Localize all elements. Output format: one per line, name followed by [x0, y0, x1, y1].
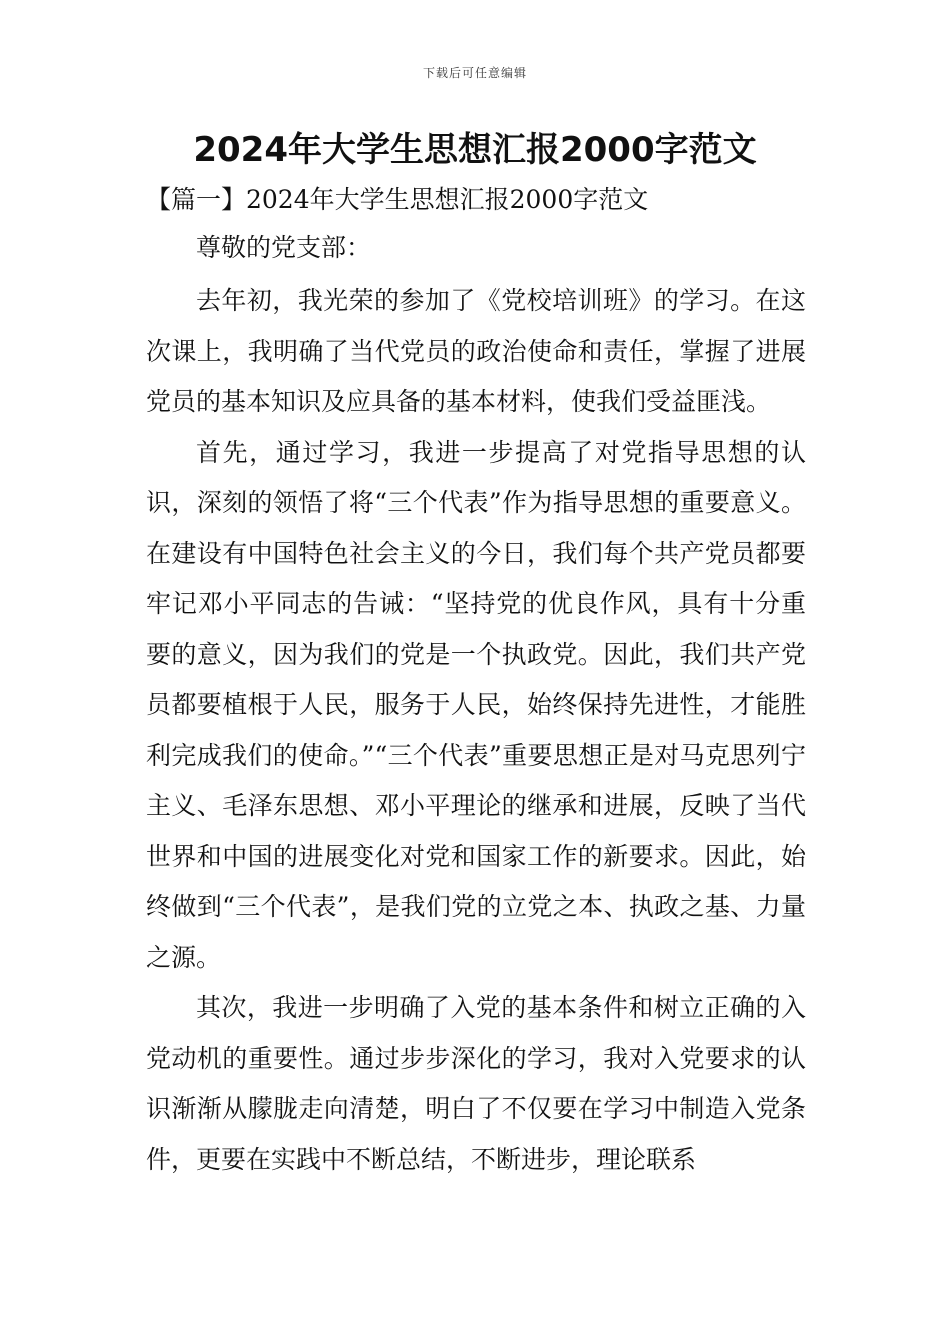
salutation: 尊敬的党支部：	[196, 233, 372, 262]
document-title: 2024年大学生思想汇报2000字范文	[193, 130, 757, 170]
paragraph-2: 首先，通过学习，我进一步提高了对党指导思想的认识，深刻的领悟了将“三个代表”作为指导思想的重要意义。在建设有中国特色社会主义的今日，我们每个共产党员都要牢记邓小平同志的告诫：“坚持党的优良作风，具有十分重要的意义，因为我们的党是一个执政党。因此，我们共产党员都要植根于人民，服务于人民，始终保持先进性，才能胜利完成我们的使命。”“三个代表”重要思想正是对马克思列宁主义、毛泽东思想、邓小平理论的继承和进展，反映了当代世界和中国的进展变化对党和国家工作的新要求。因此，始终做到“三个代表”，是我们党的立党之本、执政之基、力量之源。	[146, 437, 806, 972]
paragraph-1: 去年初，我光荣的参加了《党校培训班》的学习。在这次课上，我明确了当代党员的政治使命和责任，掌握了进展党员的基本知识及应具备的基本材料，使我们受益匪浅。	[146, 286, 806, 416]
header-note: 下载后可任意编辑	[422, 66, 527, 80]
body-text	[146, 276, 806, 1185]
section-title: 【篇一】2024年大学生思想汇报2000字范文	[146, 185, 649, 214]
paragraph-3: 其次，我进一步明确了入党的基本条件和树立正确的入党动机的重要性。通过步步深化的学习，我对入党要求的认识渐渐从朦胧走向清楚，明白了不仅要在学习中制造入党条件，更要在实践中不断总结，不断进步，理论联系	[146, 993, 806, 1174]
